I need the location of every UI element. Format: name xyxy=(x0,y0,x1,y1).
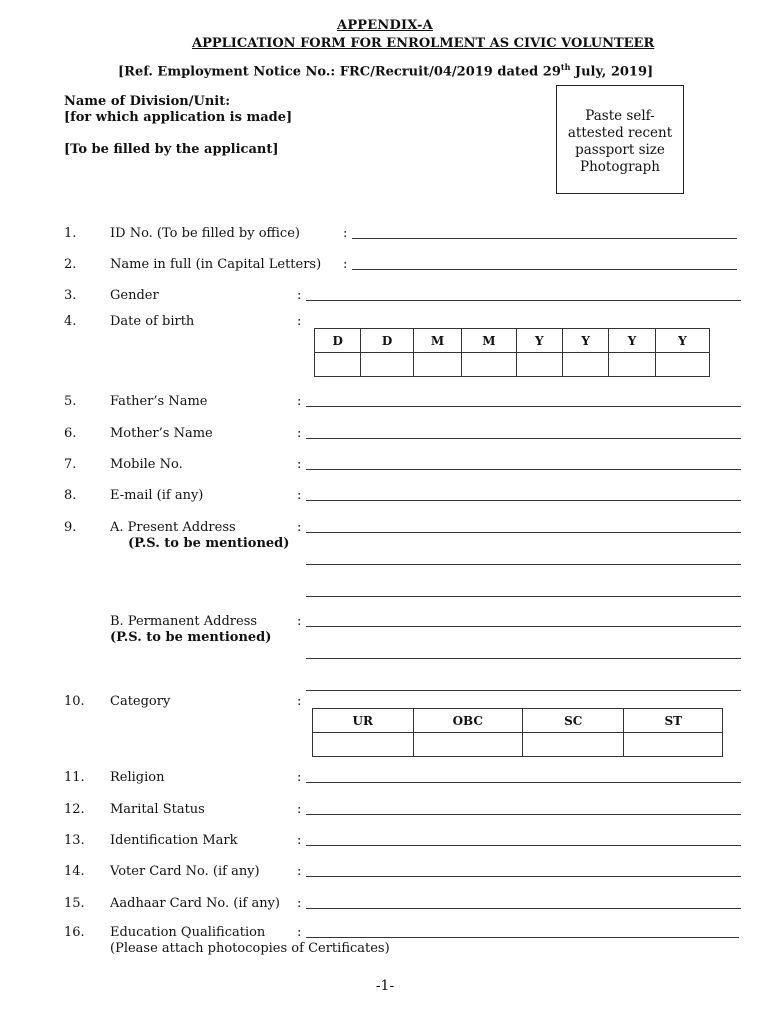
field-8-colon: : xyxy=(297,488,302,503)
field-13-colon: : xyxy=(297,833,302,848)
field-9a-note: (P.S. to be mentioned) xyxy=(128,536,290,551)
field-1-colon: : xyxy=(343,226,348,241)
dob-cell-m1[interactable] xyxy=(413,353,461,377)
filled-by-note: [To be filled by the applicant] xyxy=(64,142,279,157)
education-line[interactable] xyxy=(306,937,739,938)
field-6-colon: : xyxy=(297,426,302,441)
field-9a-label: A. Present Address xyxy=(110,520,236,535)
category-cell-obc[interactable] xyxy=(413,733,523,757)
field-14-label: Voter Card No. (if any) xyxy=(110,864,260,879)
present-address-line-3[interactable] xyxy=(306,596,741,597)
field-12-number: 12. xyxy=(64,802,85,817)
category-header-obc: OBC xyxy=(413,709,523,733)
dob-header-y4: Y xyxy=(655,329,709,353)
dob-header-y2: Y xyxy=(562,329,608,353)
field-7-number: 7. xyxy=(64,457,77,472)
field-16-number: 16. xyxy=(64,925,85,940)
category-header-st: ST xyxy=(624,709,723,733)
permanent-address-line-2[interactable] xyxy=(306,658,741,659)
field-5-label: Father’s Name xyxy=(110,394,208,409)
dob-header-m2: M xyxy=(462,329,516,353)
photo-box xyxy=(556,85,684,194)
field-14-colon: : xyxy=(297,864,302,879)
dob-cell-d1[interactable] xyxy=(315,353,361,377)
field-4-number: 4. xyxy=(64,314,77,329)
field-7-label: Mobile No. xyxy=(110,457,183,472)
dob-header-m1: M xyxy=(413,329,461,353)
ref-prefix: [Ref. Employment Notice No.: FRC/Recruit/04/2019 dated 29 xyxy=(118,64,561,80)
permanent-address-line-3[interactable] xyxy=(306,690,741,691)
photo-line-3: passport size xyxy=(575,142,665,158)
field-10-colon: : xyxy=(297,694,302,709)
photo-line-4: Photograph xyxy=(580,159,660,175)
dob-header-y3: Y xyxy=(609,329,655,353)
field-3-colon: : xyxy=(297,288,302,303)
dob-cell-y3[interactable] xyxy=(609,353,655,377)
mobile-line[interactable] xyxy=(306,469,741,470)
field-5-number: 5. xyxy=(64,394,77,409)
dob-header-d2: D xyxy=(361,329,413,353)
dob-cell-y4[interactable] xyxy=(655,353,709,377)
full-name-line[interactable] xyxy=(352,269,737,270)
category-grid xyxy=(312,708,723,757)
field-13-number: 13. xyxy=(64,833,85,848)
page-number: -1- xyxy=(375,978,395,994)
dob-cell-y2[interactable] xyxy=(562,353,608,377)
category-header-ur: UR xyxy=(313,709,414,733)
field-8-label: E-mail (if any) xyxy=(110,488,204,503)
field-4-colon: : xyxy=(297,314,302,329)
field-5-colon: : xyxy=(297,394,302,409)
form-title: APPLICATION FORM FOR ENROLMENT AS CIVIC VOLUNTEER xyxy=(192,36,655,51)
gender-line[interactable] xyxy=(306,300,741,301)
present-address-line-1[interactable] xyxy=(306,532,741,533)
category-cell-sc[interactable] xyxy=(523,733,624,757)
category-cell-ur[interactable] xyxy=(313,733,414,757)
field-4-label: Date of birth xyxy=(110,314,195,329)
field-6-number: 6. xyxy=(64,426,77,441)
field-10-label: Category xyxy=(110,694,171,709)
category-header-sc: SC xyxy=(523,709,624,733)
field-7-colon: : xyxy=(297,457,302,472)
dob-header-y1: Y xyxy=(516,329,562,353)
field-9a-colon: : xyxy=(297,520,302,535)
field-1-label: ID No. (To be filled by office) xyxy=(110,226,300,241)
present-address-line-2[interactable] xyxy=(306,564,741,565)
dob-grid xyxy=(314,328,710,377)
field-13-label: Identification Mark xyxy=(110,833,238,848)
email-line[interactable] xyxy=(306,500,741,501)
id-no-line[interactable] xyxy=(352,238,737,239)
appendix-title: APPENDIX-A xyxy=(337,18,433,33)
field-2-label: Name in full (in Capital Letters) xyxy=(110,257,322,272)
field-12-label: Marital Status xyxy=(110,802,205,817)
division-note: [for which application is made] xyxy=(64,110,293,125)
aadhaar-card-line[interactable] xyxy=(306,908,741,909)
division-label: Name of Division/Unit: xyxy=(64,94,231,109)
permanent-address-line-1[interactable] xyxy=(306,626,741,627)
field-2-number: 2. xyxy=(64,257,77,272)
photo-line-2: attested recent xyxy=(567,125,673,141)
dob-cell-m2[interactable] xyxy=(462,353,516,377)
religion-line[interactable] xyxy=(306,782,741,783)
mother-name-line[interactable] xyxy=(306,438,741,439)
field-11-colon: : xyxy=(297,770,302,785)
field-15-colon: : xyxy=(297,896,302,911)
field-16-label: Education Qualification xyxy=(110,925,266,940)
category-cell-st[interactable] xyxy=(624,733,723,757)
field-15-label: Aadhaar Card No. (if any) xyxy=(110,896,280,911)
field-16-note: (Please attach photocopies of Certificates) xyxy=(110,941,390,956)
field-11-number: 11. xyxy=(64,770,85,785)
voter-card-line[interactable] xyxy=(306,876,741,877)
ref-sup: th xyxy=(560,62,571,72)
field-12-colon: : xyxy=(297,802,302,817)
field-3-label: Gender xyxy=(110,288,159,303)
ref-suffix: July, 2019] xyxy=(570,64,654,80)
field-9b-label: B. Permanent Address xyxy=(110,614,258,629)
dob-cell-y1[interactable] xyxy=(516,353,562,377)
marital-status-line[interactable] xyxy=(306,814,741,815)
field-16-colon: : xyxy=(297,925,302,940)
field-14-number: 14. xyxy=(64,864,85,879)
field-8-number: 8. xyxy=(64,488,77,503)
field-9b-colon: : xyxy=(297,614,302,629)
field-9-number: 9. xyxy=(64,520,77,535)
reference-line xyxy=(118,62,653,79)
field-2-colon: : xyxy=(343,257,348,272)
dob-header-d1: D xyxy=(315,329,361,353)
dob-cell-d2[interactable] xyxy=(361,353,413,377)
field-15-number: 15. xyxy=(64,896,85,911)
field-1-number: 1. xyxy=(64,226,77,241)
father-name-line[interactable] xyxy=(306,406,741,407)
field-6-label: Mother’s Name xyxy=(110,426,213,441)
field-9b-note: (P.S. to be mentioned) xyxy=(110,630,272,645)
field-3-number: 3. xyxy=(64,288,77,303)
field-11-label: Religion xyxy=(110,770,165,785)
field-10-number: 10. xyxy=(64,694,85,709)
identification-mark-line[interactable] xyxy=(306,845,741,846)
photo-line-1: Paste self- xyxy=(585,108,655,124)
